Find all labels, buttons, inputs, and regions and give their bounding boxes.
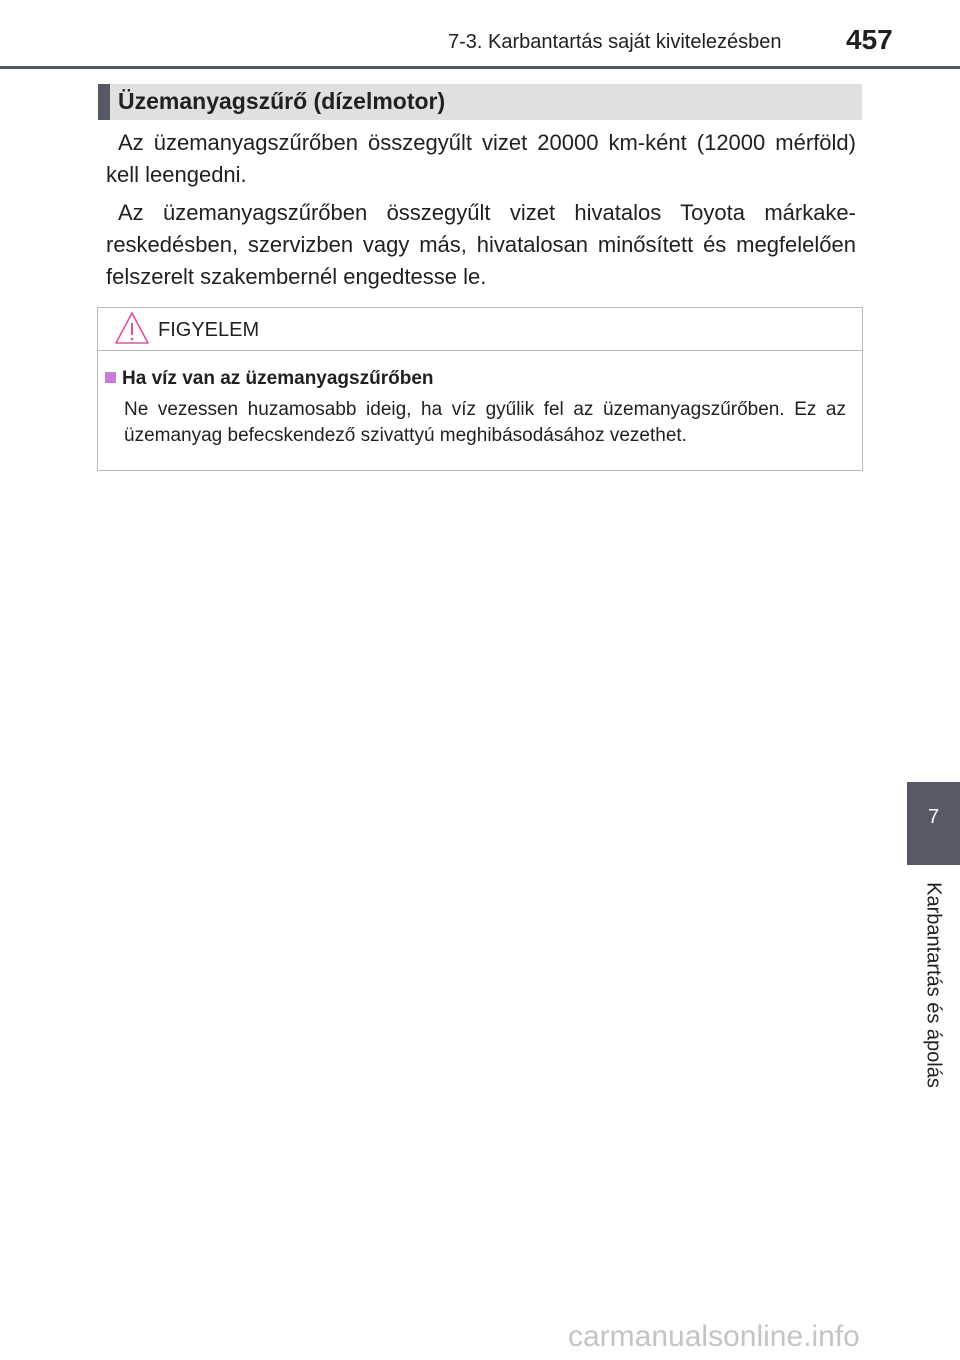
body-paragraph-2: Az üzemanyagszűrőben összegyűlt vizet hivatalos Toyota márkakereskedésben, szervizben vagy más, hivatalosan minősített és megfelelően felszerelt szakembernél engedtesse le. bbox=[106, 200, 856, 289]
warning-subheading: Ha víz van az üzemanyagszűrőben bbox=[122, 368, 434, 389]
chapter-title: Karbantartás és ápolás bbox=[922, 882, 945, 1088]
section-heading-bar bbox=[98, 84, 862, 120]
page-header bbox=[0, 0, 960, 69]
header-section-title: 7-3. Karbantartás saját kivitelezésben bbox=[448, 31, 782, 53]
body-paragraph-1: Az üzemanyagszűrőben összegyűlt vizet 20000 km-ként (12000 mérföld) kell leengedni. bbox=[106, 130, 856, 187]
chapter-number: 7 bbox=[927, 806, 940, 828]
chapter-tab bbox=[907, 782, 960, 865]
page-number: 457 bbox=[846, 24, 893, 55]
bullet-square-icon bbox=[105, 372, 116, 383]
warning-text: Ne vezessen huzamosabb ideig, ha víz gyűlik fel az üzemanyagszűrőben. Ez az üzemanyag befecskendező szivattyú meghibásodásához vezethet. bbox=[124, 399, 846, 446]
warning-triangle-icon bbox=[114, 310, 150, 346]
warning-label: FIGYELEM bbox=[158, 319, 260, 341]
warning-box bbox=[97, 307, 863, 471]
warning-header bbox=[98, 308, 862, 351]
watermark: carmanualsonline.info bbox=[568, 1320, 860, 1353]
section-title: Üzemanyagszűrő (dízelmotor) bbox=[118, 88, 446, 114]
